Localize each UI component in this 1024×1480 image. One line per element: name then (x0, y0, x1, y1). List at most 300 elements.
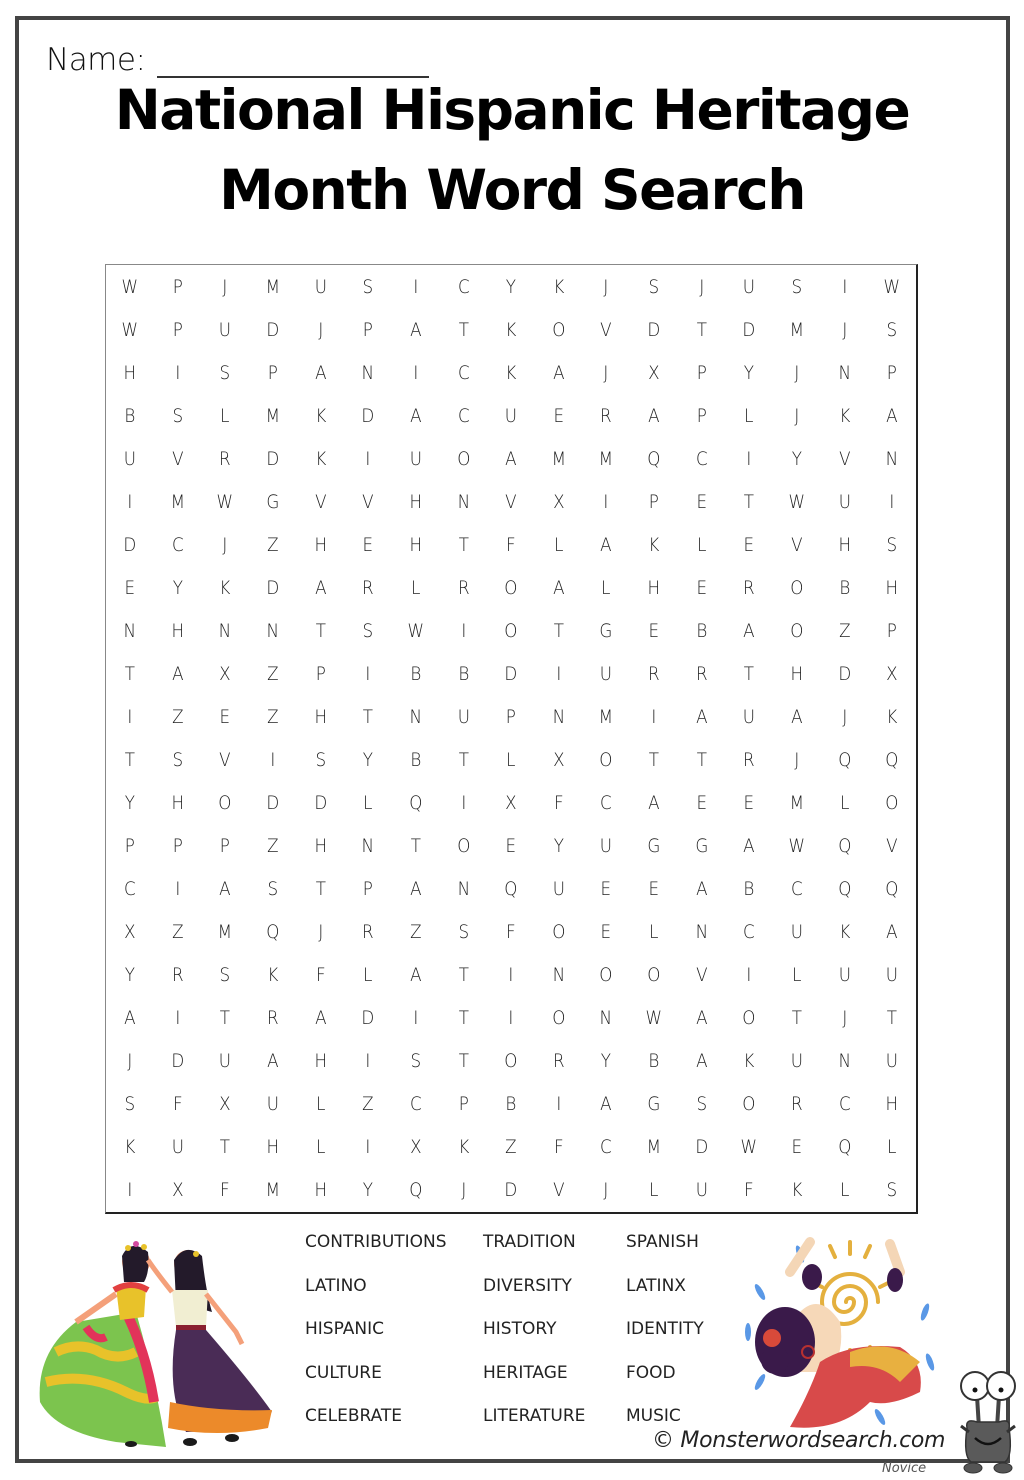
grid-cell[interactable]: G (695, 835, 709, 858)
grid-cell[interactable]: S (458, 921, 469, 944)
grid-cell[interactable]: D (361, 1007, 375, 1030)
grid-cell[interactable]: V (219, 749, 231, 772)
grid-cell[interactable]: N (552, 964, 565, 987)
grid-cell[interactable]: I (746, 964, 752, 987)
grid-cell[interactable]: E (743, 792, 755, 815)
grid-cell[interactable]: S (172, 749, 183, 772)
grid-cell[interactable]: I (842, 275, 847, 298)
grid-cell[interactable]: J (603, 361, 609, 384)
grid-cell[interactable]: L (363, 964, 373, 987)
grid-cell[interactable]: I (413, 275, 419, 298)
grid-cell[interactable]: Q (885, 749, 899, 772)
grid-cell[interactable]: O (552, 318, 566, 341)
grid-cell[interactable]: T (696, 318, 707, 341)
grid-cell[interactable]: Z (267, 705, 279, 728)
grid-cell[interactable]: W (788, 490, 806, 513)
grid-cell[interactable]: E (696, 792, 707, 815)
grid-cell[interactable]: R (648, 662, 660, 685)
grid-cell[interactable]: H (647, 576, 661, 599)
grid-cell[interactable]: L (696, 533, 707, 556)
grid-cell[interactable]: Q (837, 1136, 852, 1159)
grid-cell[interactable]: T (315, 878, 326, 901)
grid-cell[interactable]: T (219, 1007, 231, 1030)
grid-cell[interactable]: O (599, 964, 613, 987)
grid-cell[interactable]: W (883, 275, 901, 298)
grid-cell[interactable]: E (791, 1136, 803, 1159)
grid-cell[interactable]: A (743, 619, 755, 642)
grid-cell[interactable]: J (699, 275, 705, 298)
grid-cell[interactable]: X (505, 792, 517, 815)
grid-cell[interactable]: L (649, 921, 659, 944)
grid-cell[interactable]: Z (267, 835, 279, 858)
grid-cell[interactable]: E (505, 835, 517, 858)
grid-cell[interactable]: Z (409, 921, 422, 944)
grid-cell[interactable]: H (314, 1050, 327, 1073)
grid-cell[interactable]: I (127, 705, 133, 728)
grid-cell[interactable]: R (362, 576, 374, 599)
grid-cell[interactable]: N (552, 705, 565, 728)
grid-cell[interactable]: L (363, 792, 373, 815)
grid-cell[interactable]: H (314, 1179, 327, 1202)
grid-cell[interactable]: J (222, 275, 228, 298)
grid-cell[interactable]: C (600, 792, 613, 815)
grid-cell[interactable]: T (696, 749, 707, 772)
grid-cell[interactable]: K (743, 1050, 755, 1073)
grid-cell[interactable]: Z (267, 662, 279, 685)
grid-cell[interactable]: I (508, 1007, 514, 1030)
grid-cell[interactable]: F (553, 1136, 564, 1159)
grid-cell[interactable]: V (886, 835, 898, 858)
grid-cell[interactable]: D (504, 662, 518, 685)
grid-cell[interactable]: Y (553, 835, 564, 858)
grid-cell[interactable]: P (696, 361, 707, 384)
grid-cell[interactable]: C (123, 878, 136, 901)
grid-cell[interactable]: K (219, 576, 231, 599)
grid-cell[interactable]: I (651, 705, 657, 728)
grid-cell[interactable]: A (886, 404, 898, 427)
grid-cell[interactable]: S (362, 275, 374, 298)
grid-cell[interactable]: K (553, 275, 565, 298)
grid-cell[interactable]: H (409, 533, 422, 556)
grid-cell[interactable]: L (506, 749, 516, 772)
grid-cell[interactable]: Z (505, 1136, 517, 1159)
grid-cell[interactable]: O (504, 619, 518, 642)
grid-cell[interactable]: T (458, 1050, 469, 1073)
grid-cell[interactable]: V (600, 318, 613, 341)
grid-cell[interactable]: M (217, 921, 233, 944)
grid-cell[interactable]: L (315, 1093, 326, 1116)
grid-cell[interactable]: U (695, 1179, 708, 1202)
grid-cell[interactable]: I (556, 1093, 562, 1116)
grid-cell[interactable]: U (838, 490, 851, 513)
grid-cell[interactable]: F (553, 792, 564, 815)
grid-cell[interactable]: S (648, 275, 660, 298)
grid-cell[interactable]: E (362, 533, 374, 556)
grid-cell[interactable]: P (696, 404, 707, 427)
grid-cell[interactable]: Q (837, 878, 852, 901)
grid-cell[interactable]: Q (504, 878, 518, 901)
grid-cell[interactable]: Y (172, 576, 183, 599)
grid-cell[interactable]: S (219, 964, 231, 987)
grid-cell[interactable]: U (457, 705, 470, 728)
grid-cell[interactable]: S (410, 1050, 421, 1073)
grid-cell[interactable]: E (648, 619, 660, 642)
grid-cell[interactable]: W (407, 619, 424, 642)
grid-cell[interactable]: V (791, 533, 803, 556)
grid-cell[interactable]: P (363, 878, 374, 901)
grid-cell[interactable]: C (457, 275, 470, 298)
grid-cell[interactable]: H (885, 1093, 899, 1116)
grid-cell[interactable]: J (842, 705, 847, 728)
grid-cell[interactable]: Y (362, 749, 374, 772)
grid-cell[interactable]: A (409, 404, 422, 427)
grid-cell[interactable]: E (696, 490, 707, 513)
grid-cell[interactable]: B (743, 878, 755, 901)
grid-cell[interactable]: B (648, 1050, 660, 1073)
grid-cell[interactable]: C (600, 1136, 613, 1159)
grid-cell[interactable]: L (601, 576, 611, 599)
grid-cell[interactable]: W (121, 275, 139, 298)
grid-cell[interactable]: L (744, 404, 754, 427)
grid-cell[interactable]: U (218, 1050, 232, 1073)
grid-cell[interactable]: A (695, 1007, 708, 1030)
grid-cell[interactable]: H (266, 1136, 280, 1159)
grid-cell[interactable]: T (744, 490, 755, 513)
grid-cell[interactable]: A (314, 1007, 327, 1030)
grid-cell[interactable]: T (410, 835, 421, 858)
grid-cell[interactable]: K (505, 318, 517, 341)
grid-cell[interactable]: I (127, 490, 133, 513)
grid-cell[interactable]: A (124, 1007, 136, 1030)
grid-cell[interactable]: T (362, 705, 374, 728)
grid-cell[interactable]: T (458, 1007, 469, 1030)
grid-cell[interactable]: A (267, 1050, 279, 1073)
grid-cell[interactable]: O (790, 619, 804, 642)
grid-cell[interactable]: K (791, 1179, 803, 1202)
grid-cell[interactable]: D (647, 318, 661, 341)
grid-cell[interactable]: I (603, 490, 609, 513)
grid-cell[interactable]: I (460, 792, 466, 815)
grid-cell[interactable]: Y (362, 1179, 374, 1202)
grid-cell[interactable]: H (885, 576, 899, 599)
grid-cell[interactable]: S (886, 1179, 898, 1202)
grid-cell[interactable]: J (460, 1179, 466, 1202)
grid-cell[interactable]: D (838, 662, 851, 685)
grid-cell[interactable]: F (506, 533, 516, 556)
grid-cell[interactable]: E (601, 921, 612, 944)
grid-cell[interactable]: A (171, 662, 184, 685)
grid-cell[interactable]: U (171, 1136, 184, 1159)
grid-cell[interactable]: A (409, 318, 422, 341)
grid-cell[interactable]: S (696, 1093, 707, 1116)
grid-cell[interactable]: V (695, 964, 708, 987)
grid-cell[interactable]: U (218, 318, 232, 341)
grid-cell[interactable]: D (695, 1136, 709, 1159)
grid-cell[interactable]: B (839, 576, 851, 599)
grid-cell[interactable]: I (365, 1050, 371, 1073)
grid-cell[interactable]: N (695, 921, 708, 944)
grid-cell[interactable]: Q (409, 1179, 423, 1202)
grid-cell[interactable]: A (743, 835, 755, 858)
grid-cell[interactable]: K (648, 533, 660, 556)
grid-cell[interactable]: N (885, 447, 899, 470)
grid-cell[interactable]: D (266, 447, 280, 470)
grid-cell[interactable]: S (172, 404, 183, 427)
grid-cell[interactable]: S (791, 275, 803, 298)
grid-cell[interactable]: X (552, 749, 565, 772)
grid-cell[interactable]: I (746, 447, 752, 470)
grid-cell[interactable]: H (409, 490, 422, 513)
grid-cell[interactable]: O (504, 1050, 518, 1073)
grid-cell[interactable]: M (170, 490, 185, 513)
grid-cell[interactable]: D (266, 792, 280, 815)
grid-cell[interactable]: P (315, 662, 326, 685)
grid-cell[interactable]: O (742, 1093, 756, 1116)
grid-cell[interactable]: J (603, 275, 609, 298)
grid-cell[interactable]: P (124, 835, 135, 858)
grid-cell[interactable]: G (647, 1093, 661, 1116)
grid-cell[interactable]: T (315, 619, 326, 642)
grid-cell[interactable]: Y (505, 275, 517, 298)
grid-cell[interactable]: U (600, 835, 613, 858)
grid-cell[interactable]: O (742, 1007, 756, 1030)
grid-cell[interactable]: N (266, 619, 280, 642)
grid-cell[interactable]: N (361, 361, 375, 384)
grid-cell[interactable]: I (174, 878, 180, 901)
grid-cell[interactable]: L (411, 576, 421, 599)
grid-cell[interactable]: K (314, 447, 326, 470)
grid-cell[interactable]: V (314, 490, 327, 513)
grid-cell[interactable]: V (838, 447, 851, 470)
grid-cell[interactable]: J (842, 1007, 847, 1030)
grid-cell[interactable]: D (313, 792, 327, 815)
grid-cell[interactable]: O (456, 835, 470, 858)
grid-cell[interactable]: J (317, 921, 323, 944)
grid-cell[interactable]: O (647, 964, 661, 987)
grid-cell[interactable]: A (409, 878, 422, 901)
grid-cell[interactable]: M (789, 792, 805, 815)
grid-cell[interactable]: R (266, 1007, 279, 1030)
grid-cell[interactable]: F (172, 1093, 183, 1116)
grid-cell[interactable]: A (695, 878, 708, 901)
grid-cell[interactable]: R (600, 404, 613, 427)
grid-cell[interactable]: H (123, 361, 137, 384)
grid-cell[interactable]: U (314, 275, 327, 298)
grid-cell[interactable]: C (457, 404, 470, 427)
grid-cell[interactable]: W (645, 1007, 663, 1030)
grid-cell[interactable]: F (506, 921, 516, 944)
grid-cell[interactable]: G (266, 490, 280, 513)
grid-cell[interactable]: O (552, 921, 566, 944)
grid-cell[interactable]: Q (837, 749, 852, 772)
grid-cell[interactable]: Y (601, 1050, 612, 1073)
grid-cell[interactable]: A (314, 361, 327, 384)
grid-cell[interactable]: R (743, 749, 756, 772)
grid-cell[interactable]: D (123, 533, 137, 556)
grid-cell[interactable]: I (365, 447, 371, 470)
grid-cell[interactable]: T (553, 619, 564, 642)
grid-cell[interactable]: Y (124, 964, 135, 987)
grid-cell[interactable]: E (124, 576, 136, 599)
grid-cell[interactable]: O (218, 792, 232, 815)
grid-cell[interactable]: P (172, 275, 183, 298)
grid-cell[interactable]: E (219, 705, 231, 728)
grid-cell[interactable]: S (124, 1093, 136, 1116)
grid-cell[interactable]: H (171, 619, 184, 642)
grid-cell[interactable]: V (552, 1179, 565, 1202)
grid-cell[interactable]: L (887, 1136, 897, 1159)
grid-cell[interactable]: D (266, 576, 280, 599)
grid-cell[interactable]: E (553, 404, 564, 427)
grid-cell[interactable]: Q (266, 921, 280, 944)
grid-cell[interactable]: M (789, 318, 805, 341)
grid-cell[interactable]: Z (267, 533, 279, 556)
grid-cell[interactable]: U (743, 705, 756, 728)
grid-cell[interactable]: A (552, 361, 565, 384)
grid-cell[interactable]: S (886, 318, 898, 341)
grid-cell[interactable]: M (599, 705, 614, 728)
grid-cell[interactable]: B (457, 662, 469, 685)
grid-cell[interactable]: J (794, 361, 800, 384)
grid-cell[interactable]: Q (409, 792, 423, 815)
grid-cell[interactable]: I (365, 1136, 371, 1159)
grid-cell[interactable]: C (171, 533, 184, 556)
grid-cell[interactable]: I (413, 1007, 419, 1030)
grid-cell[interactable]: A (886, 921, 898, 944)
grid-cell[interactable]: K (839, 404, 851, 427)
grid-cell[interactable]: T (887, 1007, 898, 1030)
grid-cell[interactable]: N (457, 490, 470, 513)
grid-cell[interactable]: U (743, 275, 756, 298)
grid-cell[interactable]: O (504, 576, 518, 599)
grid-cell[interactable]: J (127, 1050, 133, 1073)
grid-cell[interactable]: H (838, 533, 851, 556)
grid-cell[interactable]: B (696, 619, 708, 642)
grid-cell[interactable]: P (887, 361, 898, 384)
grid-cell[interactable]: P (267, 361, 278, 384)
grid-cell[interactable]: P (887, 619, 898, 642)
grid-cell[interactable]: L (220, 404, 230, 427)
grid-cell[interactable]: Q (885, 878, 899, 901)
grid-cell[interactable]: T (124, 749, 135, 772)
grid-cell[interactable]: D (171, 1050, 184, 1073)
grid-cell[interactable]: E (601, 878, 612, 901)
grid-cell[interactable]: H (314, 705, 327, 728)
grid-cell[interactable]: M (265, 1179, 280, 1202)
grid-cell[interactable]: M (599, 447, 614, 470)
grid-cell[interactable]: V (362, 490, 374, 513)
grid-cell[interactable]: D (504, 1179, 518, 1202)
grid-cell[interactable]: C (457, 361, 470, 384)
grid-cell[interactable]: A (648, 792, 660, 815)
grid-cell[interactable]: F (315, 964, 326, 987)
grid-cell[interactable]: G (599, 619, 613, 642)
grid-cell[interactable]: J (222, 533, 228, 556)
grid-cell[interactable]: X (171, 1179, 184, 1202)
grid-cell[interactable]: R (362, 921, 374, 944)
grid-cell[interactable]: J (794, 404, 800, 427)
grid-cell[interactable]: T (458, 533, 469, 556)
grid-cell[interactable]: M (646, 1136, 662, 1159)
grid-cell[interactable]: B (410, 662, 422, 685)
grid-cell[interactable]: I (556, 662, 562, 685)
grid-cell[interactable]: P (458, 1093, 469, 1116)
grid-cell[interactable]: Y (744, 361, 755, 384)
grid-cell[interactable]: V (505, 490, 517, 513)
grid-cell[interactable]: A (552, 576, 565, 599)
grid-cell[interactable]: N (457, 878, 470, 901)
grid-cell[interactable]: V (171, 447, 184, 470)
grid-cell[interactable]: O (790, 576, 804, 599)
grid-cell[interactable]: X (124, 921, 136, 944)
grid-cell[interactable]: B (124, 404, 136, 427)
grid-cell[interactable]: I (365, 662, 371, 685)
grid-cell[interactable]: E (743, 533, 755, 556)
grid-cell[interactable]: U (504, 404, 518, 427)
grid-cell[interactable]: E (696, 576, 707, 599)
grid-cell[interactable]: S (886, 533, 898, 556)
grid-cell[interactable]: R (743, 576, 756, 599)
grid-cell[interactable]: L (315, 1136, 326, 1159)
grid-cell[interactable]: R (457, 576, 470, 599)
grid-cell[interactable]: N (361, 835, 375, 858)
grid-cell[interactable]: R (219, 447, 231, 470)
grid-cell[interactable]: U (266, 1093, 279, 1116)
grid-cell[interactable]: L (553, 533, 564, 556)
grid-cell[interactable]: J (794, 749, 800, 772)
grid-cell[interactable]: D (361, 404, 375, 427)
grid-cell[interactable]: O (885, 792, 899, 815)
grid-cell[interactable]: L (839, 1179, 850, 1202)
grid-cell[interactable]: K (886, 705, 898, 728)
grid-cell[interactable]: Z (171, 705, 184, 728)
grid-cell[interactable]: M (265, 404, 280, 427)
grid-cell[interactable]: Q (837, 835, 852, 858)
grid-cell[interactable]: D (266, 318, 280, 341)
grid-cell[interactable]: Q (647, 447, 661, 470)
grid-cell[interactable]: A (219, 878, 231, 901)
grid-cell[interactable]: N (600, 1007, 613, 1030)
grid-cell[interactable]: A (695, 1050, 708, 1073)
grid-cell[interactable]: T (458, 318, 469, 341)
grid-cell[interactable]: K (457, 1136, 469, 1159)
grid-cell[interactable]: U (552, 878, 565, 901)
grid-cell[interactable]: A (648, 404, 660, 427)
grid-cell[interactable]: T (458, 749, 469, 772)
grid-cell[interactable]: X (219, 662, 231, 685)
grid-cell[interactable]: N (409, 705, 422, 728)
grid-cell[interactable]: N (838, 1050, 851, 1073)
grid-cell[interactable]: K (314, 404, 326, 427)
grid-cell[interactable]: A (695, 705, 708, 728)
grid-cell[interactable]: U (790, 1050, 803, 1073)
grid-cell[interactable]: L (839, 792, 850, 815)
grid-cell[interactable]: W (216, 490, 234, 513)
grid-cell[interactable]: Y (124, 792, 135, 815)
grid-cell[interactable]: F (220, 1179, 230, 1202)
grid-cell[interactable]: A (600, 533, 613, 556)
grid-cell[interactable]: U (838, 964, 851, 987)
grid-cell[interactable]: I (127, 1179, 133, 1202)
grid-cell[interactable]: T (124, 662, 135, 685)
grid-cell[interactable]: M (265, 275, 280, 298)
grid-cell[interactable]: S (267, 878, 279, 901)
grid-cell[interactable]: C (791, 878, 803, 901)
grid-cell[interactable]: J (842, 318, 847, 341)
grid-cell[interactable]: K (267, 964, 279, 987)
grid-cell[interactable]: Z (362, 1093, 374, 1116)
grid-cell[interactable]: U (123, 447, 136, 470)
